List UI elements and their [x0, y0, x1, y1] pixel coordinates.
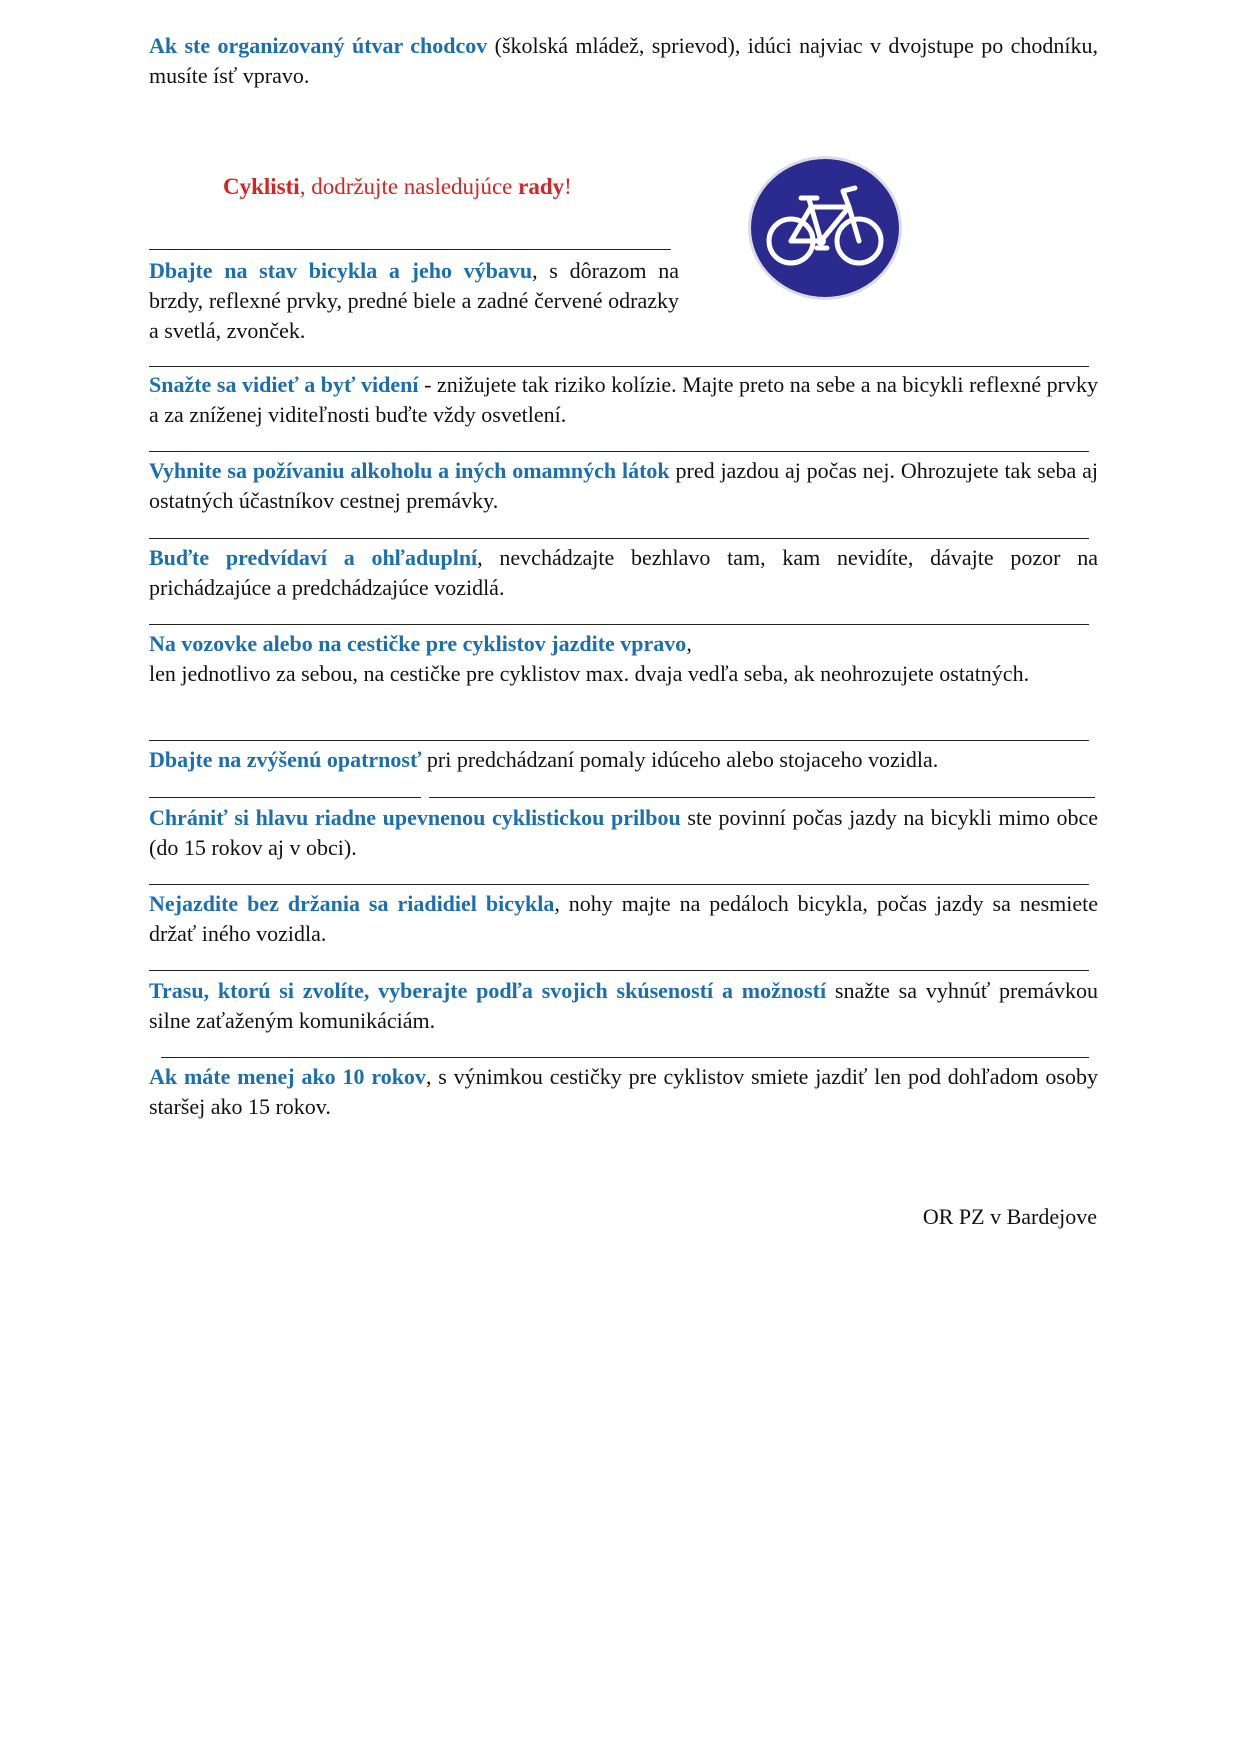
- separator-line: [149, 451, 1089, 453]
- rule-3: [149, 456, 1098, 516]
- rule-7-title: Chrániť si hlavu riadne upevnenou cyklistickou prilbou: [149, 805, 681, 830]
- rule-4: [149, 543, 1098, 603]
- rule-9-title: Trasu, ktorú si zvolíte, vyberajte podľa svojich skúseností a možností: [149, 978, 827, 1003]
- heading-middle: , dodržujte nasledujúce: [299, 174, 519, 199]
- intro-text: (školská mládež, sprievod), idúci najviac v dvojstupe po chodníku, musíte ísť vpravo.: [149, 33, 1098, 88]
- separator-line: [149, 538, 1089, 540]
- separator-line: [149, 249, 671, 251]
- separator-line: [149, 970, 1089, 972]
- rule-3-text: pred jazdou aj počas nej. Ohrozujete tak seba aj ostatných účastníkov cestnej premávky.: [149, 458, 1099, 513]
- heading-cyclists: Cyklisti: [223, 174, 300, 199]
- rule-5-text-2: len jednotlivo za sebou, na cestičke pre cyklistov max. dvaja vedľa seba, ak neohrozujete ostatných.: [149, 661, 1030, 686]
- intro-paragraph: [149, 31, 1098, 91]
- heading-advice: rady: [518, 174, 565, 199]
- separator-line: [149, 740, 1089, 742]
- rule-5: [149, 629, 1098, 689]
- rule-7-text: ste povinní počas jazdy na bicykli mimo obce (do 15 rokov aj v obci).: [149, 805, 1098, 860]
- rule-2: [149, 370, 1098, 430]
- rule-4-text: , nevchádzajte bezhlavo tam, kam nevidíte, dávajte pozor na prichádzajúce a predchádzajúce vozidlá.: [149, 545, 1098, 600]
- heading-end: !: [564, 174, 572, 199]
- bicycle-sign-icon: [745, 153, 905, 303]
- rule-10: [149, 1062, 1098, 1122]
- rule-6-text: pri predchádzaní pomaly idúceho alebo stojaceho vozidla.: [421, 747, 939, 772]
- rule-5-text: ,: [686, 631, 692, 656]
- rule-1-title: Dbajte na stav bicykla a jeho výbavu: [149, 258, 533, 283]
- rule-1: [149, 256, 679, 346]
- rule-5-title: Na vozovke alebo na cestičke pre cyklistov jazdite vpravo: [149, 631, 687, 656]
- separator-line: [149, 366, 1089, 368]
- intro-highlight: Ak ste organizovaný útvar chodcov: [149, 33, 488, 58]
- separator-line: [149, 624, 1089, 626]
- rule-1-text: , s dôrazom na brzdy, reflexné prvky, predné biele a zadné červené odrazky a svetlá, zvonček.: [149, 258, 679, 343]
- rule-9-text: snažte sa vyhnúť premávkou silne zaťaženým komunikáciám.: [149, 978, 1098, 1033]
- cyclists-heading: [223, 172, 572, 202]
- rule-8-title: Nejazdite bez držania sa riadidiel bicykla: [149, 891, 555, 916]
- rule-2-title: Snažte sa vidieť a byť videní: [149, 372, 419, 397]
- rule-7: [149, 803, 1098, 863]
- rule-8: [149, 889, 1098, 949]
- rule-2-text: - znižujete tak riziko kolízie. Majte preto na sebe a na bicykli reflexné prvky a za zníženej viditeľnosti buďte vždy osvetlení.: [149, 372, 1099, 427]
- separator-line: [149, 797, 421, 799]
- rule-10-title: Ak máte menej ako 10 rokov: [149, 1064, 426, 1089]
- rule-6: [149, 745, 1098, 775]
- rule-3-title: Vyhnite sa požívaniu alkoholu a iných omamných látok: [149, 458, 670, 483]
- separator-line: [429, 797, 1095, 799]
- rule-8-text: , nohy majte na pedáloch bicykla, počas jazdy sa nesmiete držať iného vozidla.: [149, 891, 1098, 946]
- rule-10-text: , s výnimkou cestičky pre cyklistov smiete jazdiť len pod dohľadom osoby staršej ako 15 rokov.: [149, 1064, 1098, 1119]
- separator-line: [149, 884, 1089, 886]
- rule-9: [149, 976, 1098, 1036]
- rule-6-title: Dbajte na zvýšenú opatrnosť: [149, 747, 422, 772]
- rule-4-title: Buďte predvídaví a ohľaduplní: [149, 545, 478, 570]
- signature: OR PZ v Bardejove: [922, 1204, 1097, 1229]
- separator-line: [161, 1057, 1089, 1059]
